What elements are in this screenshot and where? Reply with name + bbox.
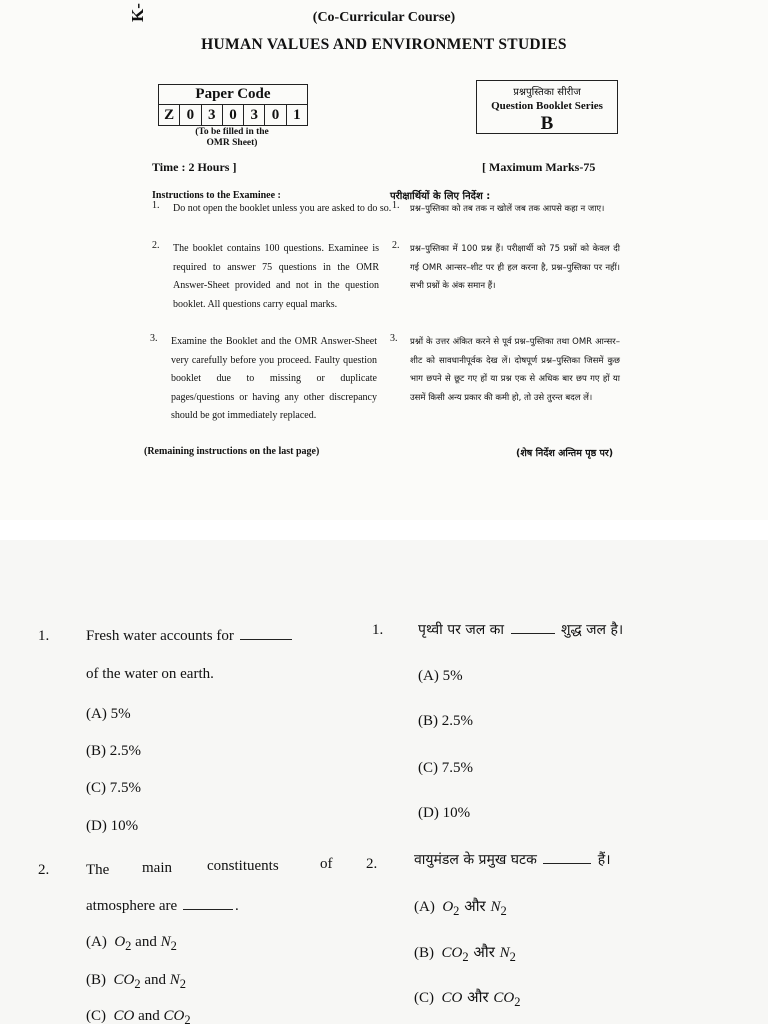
formula-part: CO: [113, 1008, 135, 1024]
question-number-hindi: 1.: [372, 622, 384, 638]
formula-subscript: 2: [184, 1013, 191, 1027]
paper-code-label: Paper Code: [159, 85, 307, 105]
question-text-cont: of the water on earth.: [86, 666, 214, 682]
instructions-heading-hindi: परीक्षार्थियों के लिए निर्देश :: [390, 191, 491, 202]
question-text-hindi: [418, 620, 623, 639]
instruction-item: Do not open the booklet unless you are asked to do so.: [173, 203, 392, 214]
page-gap: [0, 520, 768, 540]
paper-code-box: [158, 84, 308, 126]
question-number-hindi: 2.: [366, 856, 378, 872]
formula-part: CO: [493, 990, 515, 1006]
paper-code-cell: 3: [202, 105, 223, 125]
question-number: 1.: [38, 628, 50, 644]
formula-connector: and: [131, 934, 161, 950]
formula-connector: and: [134, 1008, 164, 1024]
formula-part: N: [499, 945, 510, 961]
formula-part: CO: [441, 945, 463, 961]
option-label: (C): [414, 990, 434, 1006]
question-page: [0, 540, 768, 1027]
instruction-number: 2.: [152, 240, 160, 251]
paper-title: HUMAN VALUES AND ENVIRONMENT STUDIES: [201, 36, 567, 53]
answer-blank: [183, 908, 233, 910]
paper-code-cell: 1: [293, 107, 301, 123]
option-hindi: [414, 987, 520, 1010]
answer-blank: [240, 638, 292, 640]
instruction-item-hindi: प्रश्न–पुस्तिका में 100 प्रश्न हैं। परीक्षार्थी को 75 प्रश्नों को केवल दी गई OMR आन्सर–शीट पर ही हल करना है, प्रश्न–पुस्तिका पर नहीं। सभी प्रश्नों के अंक समान हैं।: [410, 244, 620, 291]
option-label: (A): [414, 899, 435, 915]
option-hindi: (A) 5%: [418, 668, 463, 684]
formula-part: N: [160, 934, 171, 950]
booklet-series-hindi: प्रश्नपुस्तिका सीरीज: [513, 87, 581, 98]
option-label: (B): [86, 972, 106, 988]
formula-part: O: [114, 934, 126, 950]
option: [86, 934, 177, 954]
option-hindi: (B) 2.5%: [418, 713, 473, 729]
question-word: of: [320, 856, 333, 872]
option: (C) 7.5%: [86, 780, 141, 796]
booklet-series-box: [476, 80, 618, 134]
option: (A) 5%: [86, 706, 131, 722]
formula-part: N: [490, 899, 501, 915]
instruction-item-hindi: प्रश्नों के उत्तर अंकित करने से पूर्व प्रश्न–पुस्तिका तथा OMR आन्सर–शीट को सावधानीपूर्वक देख लें। दोषपूर्ण प्रश्न–पुस्तिका जिसमें कुछ भाग छपने से छूट गए हों या प्रश्न एक से अधिक बार छप गए हों या उसमें किसी अन्य प्रकार की कमी हो, तो उसे तुरन्त बदल लें।: [410, 337, 620, 403]
paper-code-note-line2: OMR Sheet): [206, 138, 258, 148]
option-hindi: (C) 7.5%: [418, 760, 473, 776]
instructions-heading: Instructions to the Examinee :: [152, 190, 281, 201]
option: [86, 1008, 191, 1028]
formula-connector: और: [459, 897, 491, 915]
formula-subscript: 2: [500, 904, 507, 918]
instruction-number: 1.: [152, 200, 160, 211]
paper-code-cells: [159, 105, 307, 125]
booklet-series-label: Question Booklet Series: [491, 100, 603, 112]
option-label: (A): [86, 934, 107, 950]
instruction-item: Examine the Booklet and the OMR Answer-Sheet very carefully before you proceed. Faulty question booklet due to missing or duplicate pages/questions or having any other discrepancy should be got immediately replaced.: [171, 336, 377, 421]
formula-part: CO: [113, 972, 135, 988]
question-text-part: Fresh water accounts for: [86, 628, 234, 644]
booklet-series-letter: B: [540, 113, 554, 134]
question-text: [86, 628, 294, 645]
formula-part: N: [169, 972, 180, 988]
question-text-hindi: [414, 850, 611, 869]
formula-subscript: 2: [170, 939, 177, 953]
paper-code-cell: 0: [265, 105, 286, 125]
formula-part: CO: [163, 1008, 185, 1024]
paper-code-note: [158, 127, 306, 149]
formula-subscript: 2: [134, 977, 141, 991]
formula-subscript: 2: [509, 950, 516, 964]
option: (B) 2.5%: [86, 743, 141, 759]
formula-connector: और: [462, 988, 494, 1006]
instruction-number-hindi: 3.: [390, 333, 398, 344]
time-allowed: Time : 2 Hours ]: [152, 160, 237, 174]
formula-subscript: 2: [514, 995, 521, 1009]
question-word: The: [86, 862, 110, 878]
instruction-item: The booklet contains 100 questions. Examinee is required to answer 75 questions in the OMR Answer-Sheet provided and not in the question booklet. All questions carry equal marks.: [173, 243, 379, 310]
paper-code-cell: Z: [159, 105, 180, 125]
instruction-number: 3.: [150, 333, 158, 344]
formula-connector: and: [140, 972, 170, 988]
formula-subscript: 2: [462, 950, 469, 964]
option-label: (B): [414, 945, 434, 961]
formula-part: CO: [441, 990, 463, 1006]
question-word: constituents: [207, 858, 279, 874]
formula-subscript: 2: [125, 939, 132, 953]
question-number: 2.: [38, 862, 50, 878]
paper-code-cell: 3: [244, 105, 265, 125]
side-code: K-: [128, 3, 147, 22]
instruction-item-hindi: प्रश्न–पुस्तिका को तब तक न खोलें जब तक आपसे कहा न जाए।: [410, 204, 605, 214]
question-text-hindi-part: पृथ्वी पर जल का: [418, 622, 505, 638]
question-text-hindi-part: वायुमंडल के प्रमुख घटक: [414, 852, 537, 868]
question-text-hindi-part: शुद्ध जल है।: [560, 622, 624, 638]
course-type: (Co-Curricular Course): [312, 10, 456, 25]
formula-subscript: 2: [453, 904, 460, 918]
question-text-part: atmosphere are: [86, 898, 178, 914]
option-label: (C): [86, 1008, 106, 1024]
paper-code-note-line1: (To be filled in the: [195, 127, 269, 137]
option: [86, 972, 186, 992]
formula-part: O: [442, 899, 454, 915]
instruction-number-hindi: 1.: [392, 200, 400, 211]
question-word: main: [142, 860, 172, 876]
question-text-cont: atmosphere are .: [86, 898, 239, 914]
answer-blank: [511, 632, 555, 634]
remaining-instructions-note: (Remaining instructions on the last page): [144, 446, 320, 457]
option-hindi: [414, 896, 507, 919]
formula-subscript: 2: [179, 977, 187, 991]
paper-code-cell: 0: [223, 105, 244, 125]
answer-blank: [543, 862, 591, 864]
option-hindi: [414, 942, 516, 965]
question-text-hindi-part: हैं।: [597, 852, 611, 868]
maximum-marks: [ Maximum Marks-75: [482, 160, 596, 174]
formula-connector: और: [468, 943, 500, 961]
option: (D) 10%: [86, 818, 139, 834]
paper-code-cell: 0: [180, 105, 201, 125]
remaining-instructions-note-hindi: (शेष निर्देश अन्तिम पृष्ठ पर): [516, 448, 614, 459]
option-hindi: (D) 10%: [418, 805, 471, 821]
instruction-number-hindi: 2.: [392, 240, 400, 251]
